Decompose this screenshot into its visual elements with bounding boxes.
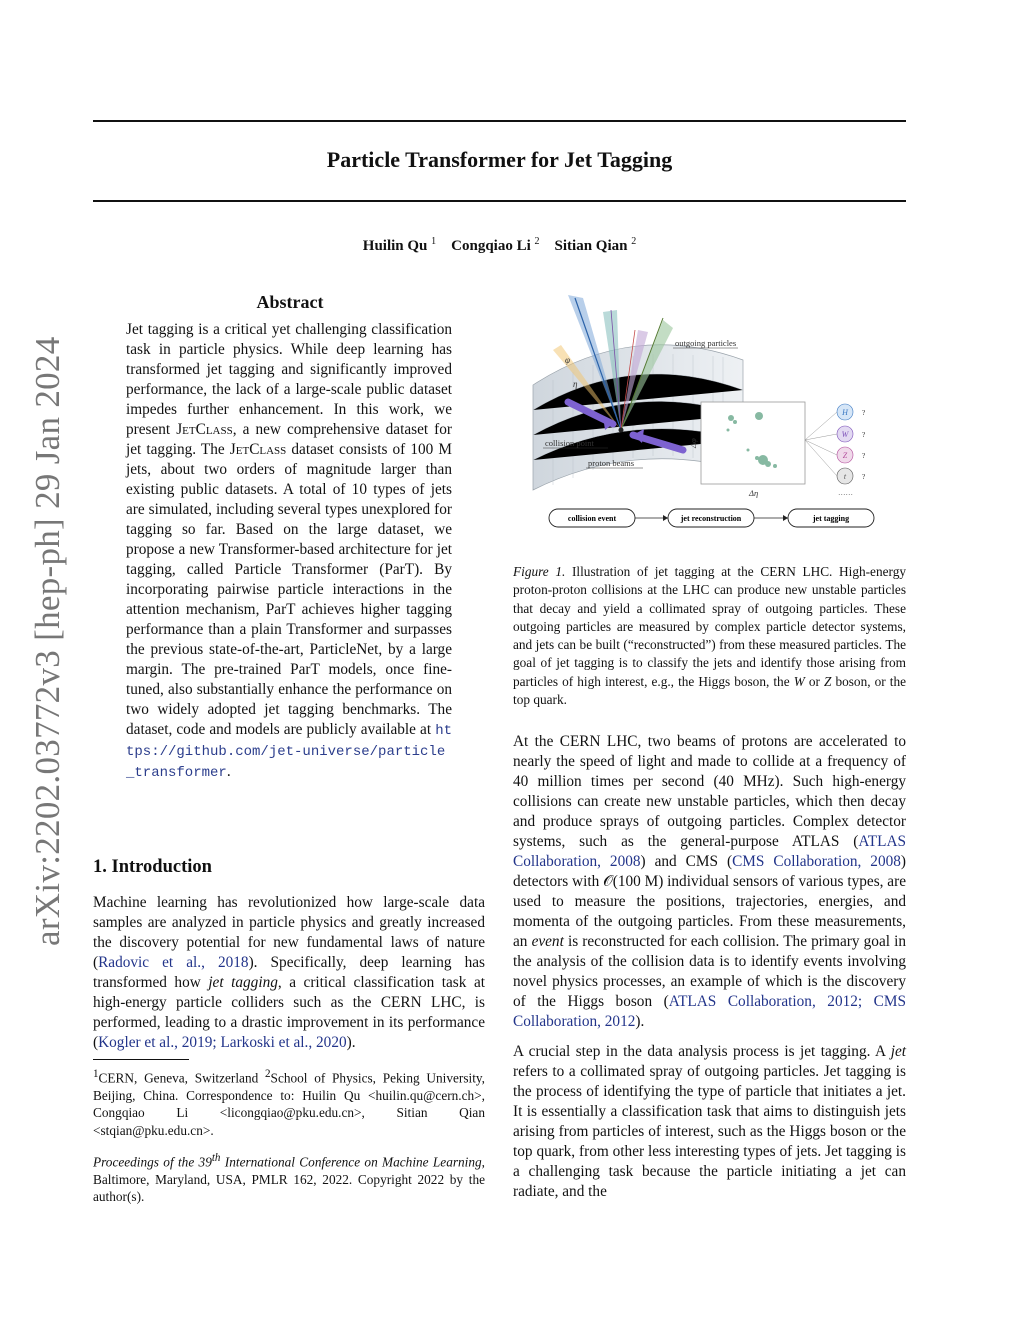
section-heading-introduction: 1. Introduction: [93, 857, 212, 877]
author-affiliation: 2: [631, 236, 637, 247]
body-text: ).: [635, 1013, 645, 1030]
author-list: [93, 236, 906, 255]
body-emphasis: event: [531, 933, 564, 950]
proceedings-text: International Conference on Machine Learning: [220, 1154, 482, 1170]
author-affiliation: 2: [534, 236, 540, 247]
intro-text: , a critical classification task at high-energy particle colliders such as the CERN LHC, is performed, leading to a drastic improvement in its performance (: [93, 974, 485, 1051]
collision-point-marker: [619, 428, 624, 433]
footnote-marker: 1: [93, 1068, 99, 1080]
body-text: ) detectors with 𝒪(100 M) individual sensors of various types, are used to measure the positions, trajectories, energies, and momenta of the outgoing particles. From these measurements, an: [513, 853, 907, 950]
label-eta: η: [573, 379, 578, 389]
jet-tagging-illustration: [513, 290, 906, 540]
caption-text: or: [804, 673, 824, 689]
label-phi: φ: [565, 355, 570, 365]
title-bottom-rule: [93, 200, 906, 202]
label-delta-eta: Δη: [749, 488, 759, 498]
citation-link[interactable]: ATLAS Collaboration, 2012; CMS Collaboration, 2012: [513, 993, 906, 1030]
body-text: is reconstructed for each collision. The primary goal in the analysis of the collision data is to identify events involving novel physics processes, an example of which is the discovery of the Higgs boson (: [513, 933, 907, 1010]
caption-math: W: [793, 673, 805, 689]
caption-math: Z: [823, 673, 832, 689]
class-circles: [837, 404, 866, 497]
jet-image-panel: [701, 402, 805, 484]
class-question: ?: [862, 408, 866, 417]
author-name: Congqiao Li: [451, 238, 531, 254]
pipeline-flow: [549, 509, 874, 527]
caption-text: Illustration of jet tagging at the CERN LHC. High-energy proton-proton collisions at the LHC can produce new unstable particles that decay and yield a collimated spray of outgoing particles. These outgoing particles are measured by complex particle detector systems, and jets can be built (“reconstructed”) from these measured particles. The goal of jet tagging is to classify the jets and identify those arising from particles of high interest, e.g., the Higgs boson, the: [513, 564, 906, 689]
intro-text: ). Specifically, deep learning has transformed how: [93, 954, 485, 991]
intro-text: Machine learning has revolutionized how large-scale data samples are analyzed in particle physics and greatly increased the discovery potential for new fundamental laws of nature (: [93, 894, 485, 971]
introduction-paragraph: [93, 893, 485, 1053]
class-label-H: H: [842, 408, 848, 417]
citation-link[interactable]: CMS Collaboration, 2008: [732, 853, 901, 870]
body-paragraph: [513, 1042, 906, 1202]
label-outgoing-particles: outgoing particles: [675, 338, 737, 348]
proceedings-note: [93, 1150, 485, 1206]
abstract-text: , a new comprehensive dataset for jet tagging. The: [126, 421, 453, 458]
github-link[interactable]: https://github.com/jet-universe/particle_transformer: [126, 723, 452, 781]
flow-step-jet-reconstruction: jet reconstruction: [680, 514, 742, 523]
body-text: ) and CMS (: [640, 853, 733, 870]
intro-text: ).: [346, 1034, 356, 1051]
paper-title: Particle Transformer for Jet Tagging: [326, 147, 673, 172]
citation-link[interactable]: ATLAS Collaboration, 2008: [513, 833, 906, 870]
citation-link[interactable]: Kogler et al., 2019; Larkoski et al., 2020: [98, 1034, 347, 1051]
class-label-W: W: [841, 430, 849, 439]
label-delta-phi: Δφ: [688, 438, 698, 448]
intro-emphasis: jet tagging: [208, 974, 278, 991]
class-label-Z: Z: [842, 451, 848, 460]
figure-label: Figure 1.: [513, 564, 566, 579]
author-affiliation: 1: [431, 236, 437, 247]
arxiv-identifier: arXiv:2202.03772v3 [hep-ph] 29 Jan 2024: [28, 336, 67, 946]
class-question: ?: [862, 451, 866, 460]
class-question: ?: [862, 430, 866, 439]
abstract-text: Jet tagging is a critical yet challenging classification task in particle physics. While deep learning has transformed jet tagging and significantly improved performance, the lack of a large-scale public dataset impedes further enhancement. In this work, we present: [126, 321, 452, 438]
class-label-t: t: [843, 472, 847, 481]
abstract-text: dataset consists of 100 M jets, about two orders of magnitude larger than existing public datasets. A total of 10 types of jets are simulated, including several types unexplored for tagging so far. Based on the large dataset, we propose a new Transformer-based architecture for jet tagging, called Particle Transformer (ParT). By incorporating pairwise particle interactions in the attention mechanism, ParT achieves higher tagging performance than a plain Transformer and surpasses the previous state-of-the-art, ParticleNet, by a large margin. The pre-trained ParT models, once fine-tuned, also substantially enhance the performance on two widely adopted jet tagging benchmarks. The dataset, code and models are publicly available at: [126, 441, 452, 738]
caption-text: boson, or the top quark.: [513, 673, 907, 708]
footnote-text: CERN, Geneva, Switzerland: [98, 1070, 265, 1086]
title-top-rule: [93, 120, 906, 122]
proceedings-text: , Baltimore, Maryland, USA, PMLR 162, 2022. Copyright 2022 by the author(s).: [93, 1154, 485, 1205]
dataset-name: JetClass: [176, 421, 233, 438]
figure-caption: [513, 563, 906, 709]
flow-step-collision-event: collision event: [567, 514, 617, 523]
label-collision-point: collision point: [545, 438, 594, 448]
author-name: Sitian Qian: [554, 238, 628, 254]
proceedings-sup: th: [211, 1152, 221, 1164]
class-question: ?: [862, 472, 866, 481]
body-text: A crucial step in the data analysis process is jet tagging. A: [513, 1043, 891, 1060]
body-emphasis: jet: [890, 1043, 906, 1060]
author-name: Huilin Qu: [362, 238, 428, 254]
footnote-rule: [93, 1059, 189, 1060]
flow-step-jet-tagging: jet tagging: [812, 514, 850, 523]
abstract-body: [126, 320, 452, 783]
label-proton-beams: proton beams: [588, 458, 635, 468]
body-text: At the CERN LHC, two beams of protons are accelerated to nearly the speed of light and made to collide at a frequency of 40 million times per second (40 MHz). Such high-energy collisions can create new unstable particles, which then decay and produce sprays of outgoing particles. Complex detector systems, such as the general-purpose ATLAS (: [513, 733, 906, 850]
proceedings-text: Proceedings of the 39: [93, 1154, 212, 1170]
dataset-name: JetClass: [229, 441, 287, 458]
footnote-text: School of Physics, Peking University, Beijing, China. Correspondence to: Huilin Qu <huilin.qu@cern.ch>, Congqiao Li <licongqiao@pku.edu.cn>, Sitian Qian <stqian@pku.edu.cn>.: [93, 1070, 486, 1138]
abstract-text: .: [226, 763, 231, 780]
affiliation-footnote: [93, 1066, 485, 1139]
citation-link[interactable]: Radovic et al., 2018: [98, 954, 249, 971]
footnote-marker: 2: [265, 1068, 271, 1080]
connection-lines: [805, 412, 837, 476]
class-dots: ……: [838, 488, 853, 497]
abstract-heading: Abstract: [256, 292, 324, 312]
body-paragraph: [513, 732, 906, 1032]
body-text: refers to a collimated spray of outgoing particles. Jet tagging is the process of identifying the type of particle that initiates a jet. It is essentially a classification task that aims to distinguish jets arising from particles of interest, such as the Higgs boson or the top quark, from other less interesting types of jets. Jet tagging is a challenging task because the particle initiating a jet can radiate, and the: [513, 1063, 906, 1200]
